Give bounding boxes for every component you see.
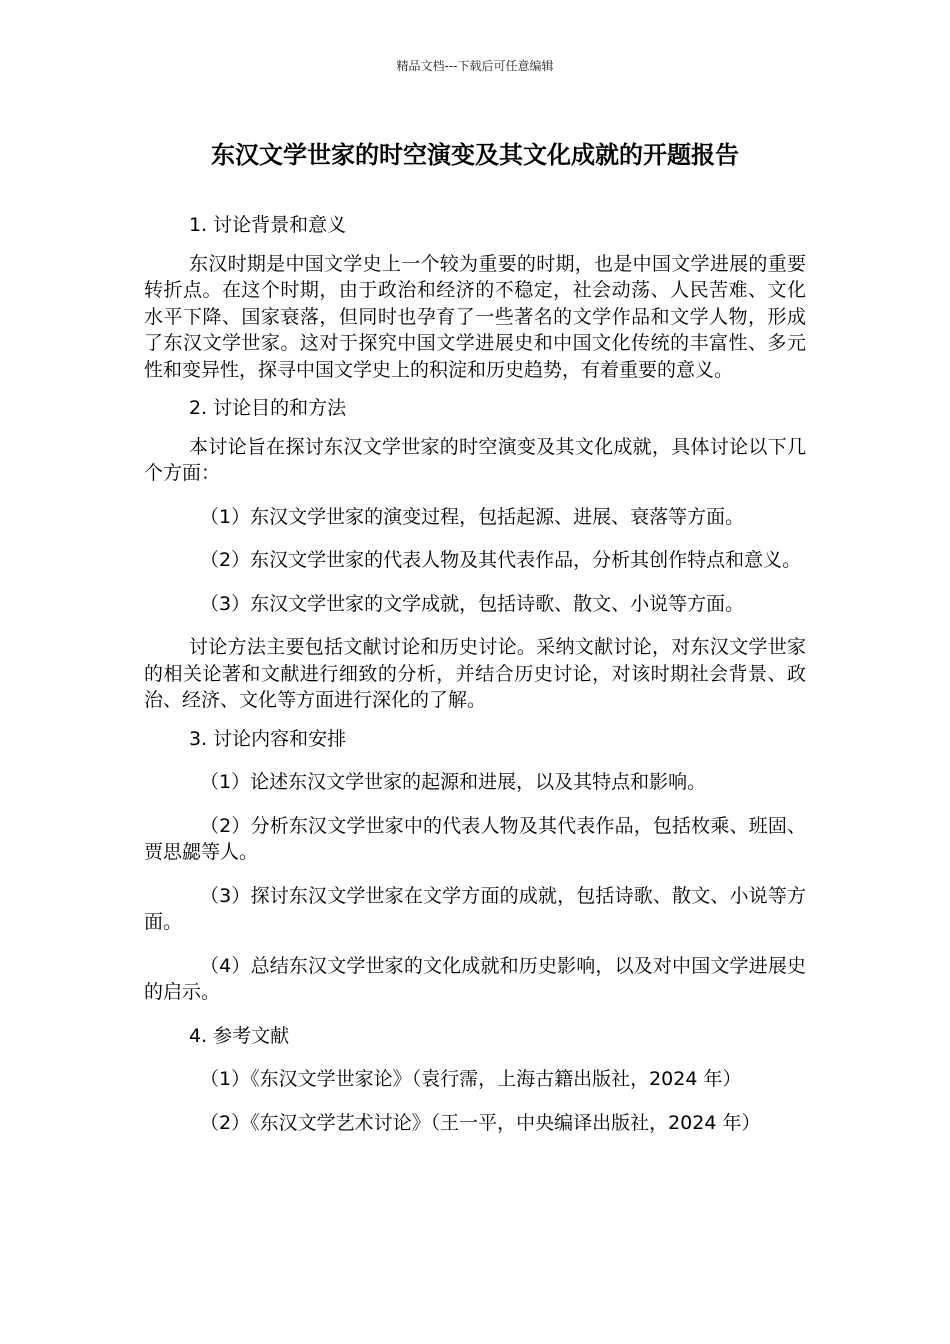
page-header: 精品文档---下载后可任意编辑 [396, 59, 554, 73]
background-paragraph: 东汉时期是中国文学史上一个较为重要的时期，也是中国文学进展的重要转折点。在这个时期，由于政治和经济的不稳定，社会动荡、人民苦难、文化水平下降、国家衰落，但同时也孕育了一些著名的文学作品和文学人物，形成了东汉文学世家。这对于探究中国文学进展史和中国文化传统的丰富性、多元性和变异性，探寻中国文学史上的积淀和历史趋势，有着重要的意义。 [144, 252, 806, 381]
section-heading-content: 3. 讨论内容和安排 [189, 727, 347, 750]
purpose-item: （3）东汉文学世家的文学成就，包括诗歌、散文、小说等方面。 [200, 592, 745, 615]
section-heading-background: 1. 讨论背景和意义 [189, 214, 347, 236]
section-heading-references: 4. 参考文献 [189, 1024, 290, 1047]
section-heading-purpose: 2. 讨论目的和方法 [189, 397, 347, 419]
content-item: （3）探讨东汉文学世家在文学方面的成就，包括诗歌、散文、小说等方面。 [144, 884, 806, 933]
content-item: （1）论述东汉文学世家的起源和进展，以及其特点和影响。 [200, 771, 707, 793]
purpose-item: （2）东汉文学世家的代表人物及其代表作品，分析其创作特点和意义。 [200, 549, 802, 571]
content-item: （4）总结东汉文学世家的文化成就和历史影响，以及对中国文学进展史的启示。 [144, 954, 806, 1003]
method-paragraph: 讨论方法主要包括文献讨论和历史讨论。采纳文献讨论，对东汉文学世家的相关论著和文献进行细致的分析，并结合历史讨论，对该时期社会背景、政治、经济、文化等方面进行深化的了解。 [144, 636, 806, 711]
purpose-item: （1）东汉文学世家的演变过程，包括起源、进展、衰落等方面。 [200, 505, 745, 528]
purpose-intro-paragraph: 本讨论旨在探讨东汉文学世家的时空演变及其文化成就，具体讨论以下几个方面： [144, 435, 806, 484]
reference-item: （2）《东汉文学艺术讨论》（王一平，中央编译出版社，2024 年） [200, 1111, 761, 1134]
reference-item: （1）《东汉文学世家论》（袁行霈，上海古籍出版社，2024 年） [200, 1068, 742, 1090]
document-title: 东汉文学世家的时空演变及其文化成就的开题报告 [211, 141, 739, 169]
document-body [144, 212, 806, 1136]
content-item: （2）分析东汉文学世家中的代表人物及其代表作品，包括枚乘、班固、贾思勰等人。 [144, 814, 806, 863]
